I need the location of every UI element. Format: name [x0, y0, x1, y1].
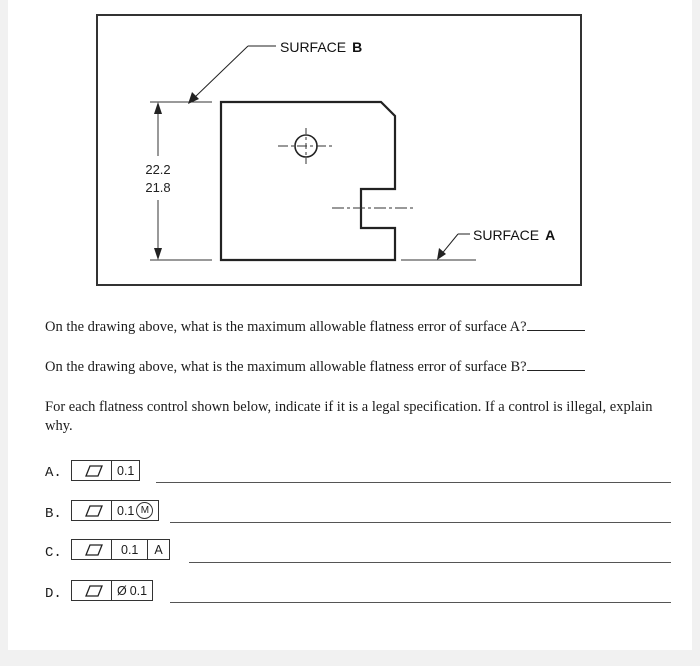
diameter-symbol: Ø [117, 583, 127, 598]
option-d-tolerance: Ø 0.1 [117, 583, 148, 598]
option-c-tolerance: 0.1 [112, 540, 148, 559]
option-d-letter: D. [45, 586, 62, 602]
technical-drawing-frame [96, 14, 582, 286]
flatness-icon [72, 540, 112, 559]
question-1-text: On the drawing above, what is the maximum allowable flatness error of surface A? [45, 319, 527, 335]
question-2-text: On the drawing above, what is the maximum allowable flatness error of surface B? [45, 359, 527, 375]
option-a-tolerance: 0.1 [117, 463, 135, 478]
surface-b-leader-diag [194, 46, 248, 98]
dimension-lower-limit: 21.8 [145, 180, 171, 195]
surface-b-label: SURFACE B [280, 39, 363, 55]
dimension-arrow-top [154, 102, 162, 114]
question-1-answer-blank[interactable] [527, 318, 585, 331]
option-a-letter: A. [45, 465, 62, 481]
flatness-icon [72, 581, 112, 600]
dimension-arrow-bottom [154, 248, 162, 260]
question-2 [45, 358, 585, 376]
option-a-answer-line[interactable] [156, 482, 671, 483]
option-c-datum: A [154, 542, 163, 557]
question-1 [45, 318, 585, 336]
question-2-answer-blank[interactable] [527, 358, 585, 371]
mmc-modifier-icon: M [136, 502, 153, 519]
option-b-feature-control-frame [71, 500, 159, 521]
technical-drawing [98, 16, 580, 284]
instruction-text: For each flatness control shown below, indicate if it is a legal specification. If a control is illegal, explain why. [45, 399, 653, 434]
option-d-answer-line[interactable] [170, 602, 671, 603]
flatness-icon [72, 461, 112, 480]
worksheet-page [8, 0, 692, 650]
option-b-answer-line[interactable] [170, 522, 671, 523]
option-d-feature-control-frame [71, 580, 153, 601]
flatness-icon [72, 501, 112, 520]
surface-a-label: SURFACE A [473, 227, 556, 243]
part-outline [221, 102, 395, 260]
option-c-answer-line[interactable] [189, 562, 671, 563]
option-c-feature-control-frame [71, 539, 170, 560]
option-c-letter: C. [45, 545, 62, 561]
option-a-feature-control-frame [71, 460, 140, 481]
option-b-tolerance: 0.1 M [112, 501, 158, 520]
option-b-letter: B. [45, 506, 62, 522]
dimension-upper-limit: 22.2 [145, 162, 171, 177]
